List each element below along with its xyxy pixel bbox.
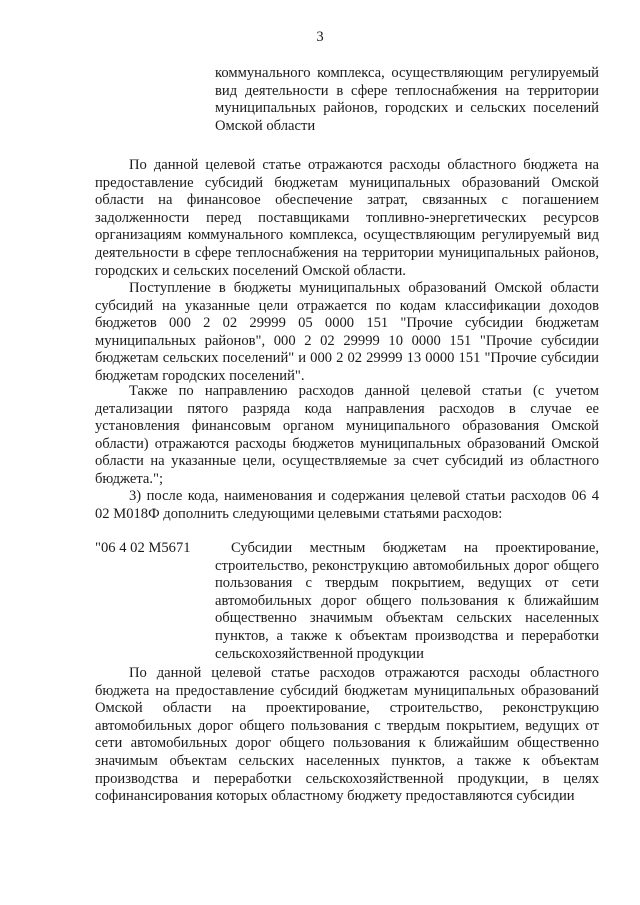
paragraph-2: Поступление в бюджеты муниципальных образований Омской области субсидий на указанные цели отражается по кодам классификации доходов бюджетов 000 2 02 29999 05 0000 151 "Прочие субсидии бюджетам муниципальных районов", 000 2 02 29999 10 0000 151 "Прочие субсидии бюджетам сельских поселений" и 000 2 02 29999 13 0000 151 "Прочие субсидии бюджетам городских поселений".: [95, 280, 599, 384]
page-number: 3: [316, 29, 324, 45]
continuation-text: коммунального комплекса, осуществляющим регулируемый вид деятельности в сфере теплоснабжения на территории муниципальных районов, городских и сельских поселений Омской области: [215, 65, 599, 134]
target-article-code: "06 4 02 М5671: [95, 540, 191, 556]
target-article-title: Субсидии местным бюджетам на проектирование, строительство, реконструкцию автомобильных дорог общего пользования с твердым покрытием, ведущих от сети автомобильных дорог общего пользования к ближайшим общественно значимым объектам сельских населенных пунктов, а также к объектам производства и переработки сельскохозяйственной продукции: [215, 540, 599, 662]
paragraph-4: 3) после кода, наименования и содержания целевой статьи расходов 06 4 02 М018Ф дополнить следующими целевыми статьями расходов:: [95, 488, 599, 522]
paragraph-1: По данной целевой статье отражаются расходы областного бюджета на предоставление субсидий бюджетам муниципальных образований Омской области на финансовое обеспечение затрат, связанных с погашением задолженности перед поставщиками топливно-энергетических ресурсов организациям коммунального комплекса, осуществляющим регулируемый вид деятельности в сфере теплоснабжения на территории муниципальных районов, городских и сельских поселений Омской области.: [95, 157, 599, 279]
paragraph-5: По данной целевой статье расходов отражаются расходы областного бюджета на предоставление субсидий бюджетам муниципальных образований Омской области на проектирование, строительство, реконструкцию автомобильных дорог общего пользования с твердым покрытием, ведущих от сети автомобильных дорог общего пользования к ближайшим общественно значимым объектам сельских населенных пунктов, а также к объектам производства и переработки сельскохозяйственной продукции, в целях софинансирования которых областному бюджету предоставляются субсидии: [95, 665, 599, 805]
paragraph-3: Также по направлению расходов данной целевой статьи (с учетом детализации пятого разряда кода направления расходов в случае ее установления финансовым органом муниципального образования Омской области) отражаются расходы бюджетов муниципальных образований Омской области на указанные цели, осуществляемые за счет субсидий из областного бюджета.";: [95, 383, 599, 487]
